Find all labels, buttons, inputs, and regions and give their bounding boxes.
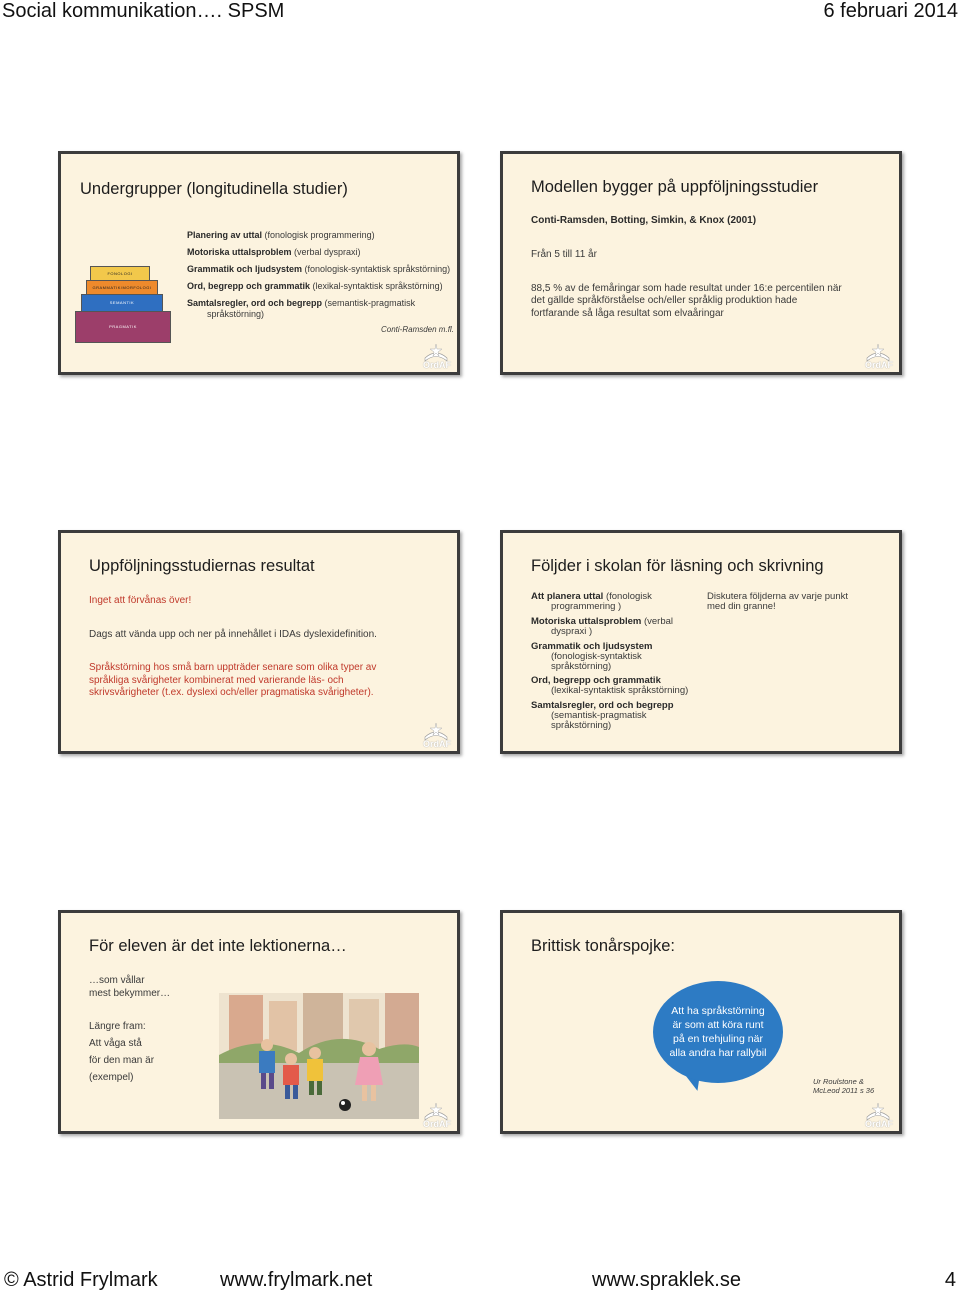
paragraph-line: Språkstörning hos små barn uppträder senare som olika typer av — [89, 662, 377, 673]
list-item: Motoriska uttalsproblem (verbal dyspraxi) — [187, 247, 361, 257]
list-item: Samtalsregler, ord och begrepp (semantisk-pragmatisk språkstörning) — [531, 700, 674, 731]
list-item: Ord, begrepp och grammatik (lexikal-syntaktisk språkstörning) — [187, 281, 443, 291]
pyramid-level-4: PRAGMATIK — [75, 311, 171, 343]
text-line: (exempel) — [89, 1072, 134, 1083]
slide-for-eleven — [58, 910, 460, 1134]
slide-title: Följder i skolan för läsning och skrivning — [531, 557, 824, 575]
highlight-line: Inget att förvånas över! — [89, 595, 192, 606]
paragraph-line: skrivsvårigheter (t.ex. dyslexi och/eller pragmatiska svårigheter). — [89, 687, 374, 698]
ordaf-logo-text: OrdAF — [423, 739, 451, 749]
footer-site-frylmark: www.frylmark.net — [220, 1269, 373, 1291]
list-item: Att planera uttal (fonologisk programmering ) — [531, 591, 652, 612]
ordaf-logo-text: OrdAF — [865, 1119, 893, 1129]
list-item: Ord, begrepp och grammatik (lexikal-syntaktisk språkstörning) — [531, 675, 689, 696]
footer-author: © Astrid Frylmark — [4, 1269, 158, 1291]
ordaf-logo-text: OrdAF — [865, 360, 893, 370]
text-line: för den man är — [89, 1055, 155, 1066]
pyramid-level-1: FONOLOGI — [90, 266, 150, 281]
list-item: Planering av uttal (fonologisk programmering) — [187, 230, 375, 240]
list-item: Motoriska uttalsproblem (verbal dyspraxi ) — [531, 616, 674, 637]
age-range: Från 5 till 11 år — [531, 249, 597, 260]
slide-modellen — [500, 151, 902, 375]
citation: Conti-Ramsden m.fl. — [381, 325, 454, 334]
paragraph-line: det gällde språkförståelse och/eller språklig produktion hade — [531, 295, 798, 306]
pyramid-level-2: GRAMMATIK/MORFOLOGI — [86, 280, 158, 295]
pyramid-level-3: SEMANTIK — [81, 294, 163, 312]
slide-title: För eleven är det inte lektionerna… — [89, 937, 347, 955]
discussion-prompt: Diskutera följderna av varje punkt med din granne! — [707, 591, 848, 612]
list-item: Grammatik och ljudsystem (fonologisk-syntaktisk språkstörning) — [187, 264, 451, 274]
slide-title: Undergrupper (longitudinella studier) — [80, 180, 348, 198]
text-line: Längre fram: — [89, 1021, 146, 1032]
text-line: …som vållar — [89, 975, 145, 986]
slide-resultat — [58, 530, 460, 754]
page-header-left: Social kommunikation…. SPSM — [2, 0, 285, 22]
source-citation: Ur Roulstone & McLeod 2011 s 36 — [813, 1077, 875, 1095]
ordaf-logo-text: OrdAF — [423, 360, 451, 370]
list-item: Grammatik och ljudsystem (fonologisk-syntaktisk språkstörning) — [531, 641, 653, 672]
slide-title: Modellen bygger på uppföljningsstudier — [531, 178, 819, 196]
slide-title: Uppföljningsstudiernas resultat — [89, 557, 315, 575]
page-header-date: 6 februari 2014 — [823, 0, 958, 22]
list-item-continuation: språkstörning) — [207, 309, 265, 319]
speech-bubble-text: Att ha språkstörning är som att köra runt på en trehjuling när alla andra har rallybil — [669, 1005, 767, 1059]
authors: Conti-Ramsden, Botting, Simkin, & Knox (2001) — [531, 215, 757, 226]
children-playing-illustration — [219, 993, 419, 1119]
ordaf-logo-text: OrdAF — [423, 1119, 451, 1129]
list-item: Samtalsregler, ord och begrepp (semantisk-pragmatisk — [187, 298, 416, 308]
slide-brittisk — [500, 910, 902, 1134]
speech-bubble — [653, 981, 783, 1083]
slide-title: Brittisk tonårspojke: — [531, 937, 675, 955]
text-line: Att våga stå — [89, 1038, 142, 1049]
paragraph-line: språkliga svårigheter kombinerat med varierande läs- och — [89, 675, 344, 686]
slide-undergrupper — [58, 151, 460, 375]
paragraph-line: 88,5 % av de femåringar som hade resultat under 16:e percentilen när — [531, 283, 842, 294]
footer-site-spraklek: www.spraklek.se — [592, 1269, 741, 1291]
paragraph-line: Dags att vända upp och ner på innehållet i IDAs dyslexidefinition. — [89, 629, 377, 640]
slide-foljder — [500, 530, 902, 754]
text-line: mest bekymmer… — [89, 988, 171, 999]
paragraph-line: fortfarande så låga resultat som elvaåringar — [531, 308, 724, 319]
footer-page-number: 4 — [944, 1269, 956, 1291]
